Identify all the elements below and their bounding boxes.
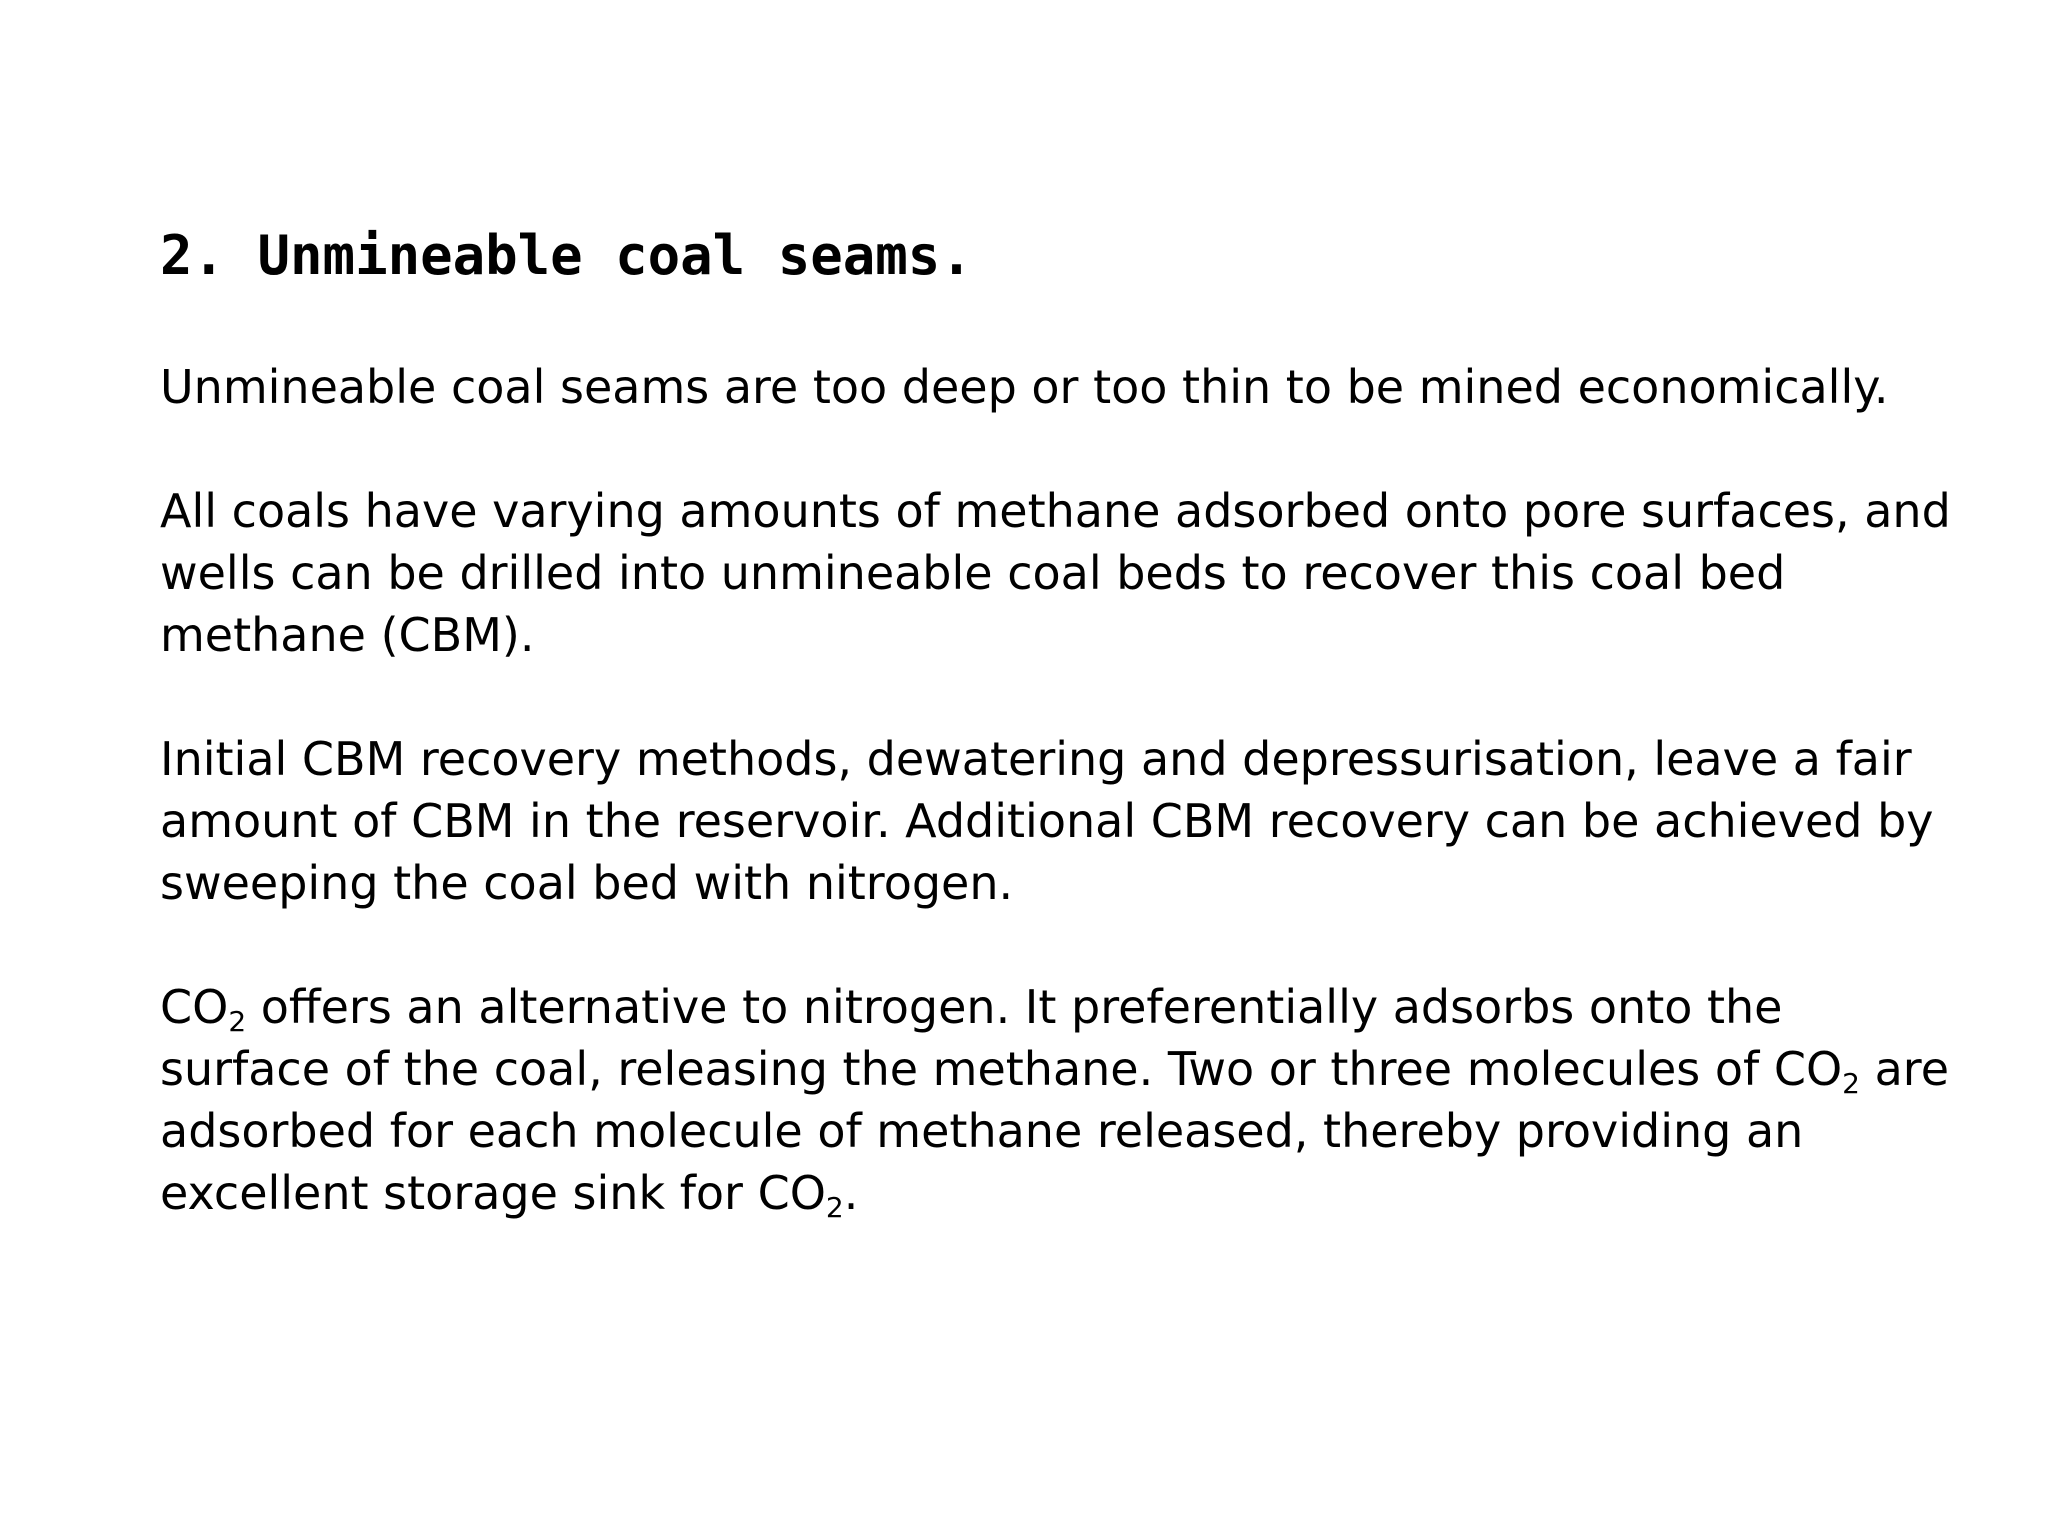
paragraph-methane-adsorption: All coals have varying amounts of methane adsorbed onto pore surfaces, and wells can be drilled into unmineable coal beds to recover this coal bed methane (CBM). [160, 484, 1951, 662]
paragraph-co2-storage: $CO_2$ offers an alternative to nitrogen. It preferentially adsorbs onto the surface of the coal, releasing the methane. Two or three molecules of $CO_2$ are adsorbed for each molecule of methane released, thereby providing an excellent storage sink for $CO_2$. [160, 980, 1949, 1224]
paragraph-definition: Unmineable coal seams are too deep or too thin to be mined economically. [160, 360, 1889, 414]
paragraph-cbm-recovery: Initial CBM recovery methods, dewatering and depressurisation, leave a fair amount of CBM in the reservoir. Additional CBM recovery can be achieved by sweeping the coal bed with nitrogen. [160, 732, 1934, 910]
slide-content [160, 216, 1960, 1224]
co2-formula: $CO_2$ [160, 980, 247, 1038]
co2-formula: $CO_2$ [757, 1166, 844, 1224]
co2-formula: $CO_2$ [1773, 1042, 1860, 1100]
slide-title: 2. Unmineable coal seams. [160, 224, 973, 287]
